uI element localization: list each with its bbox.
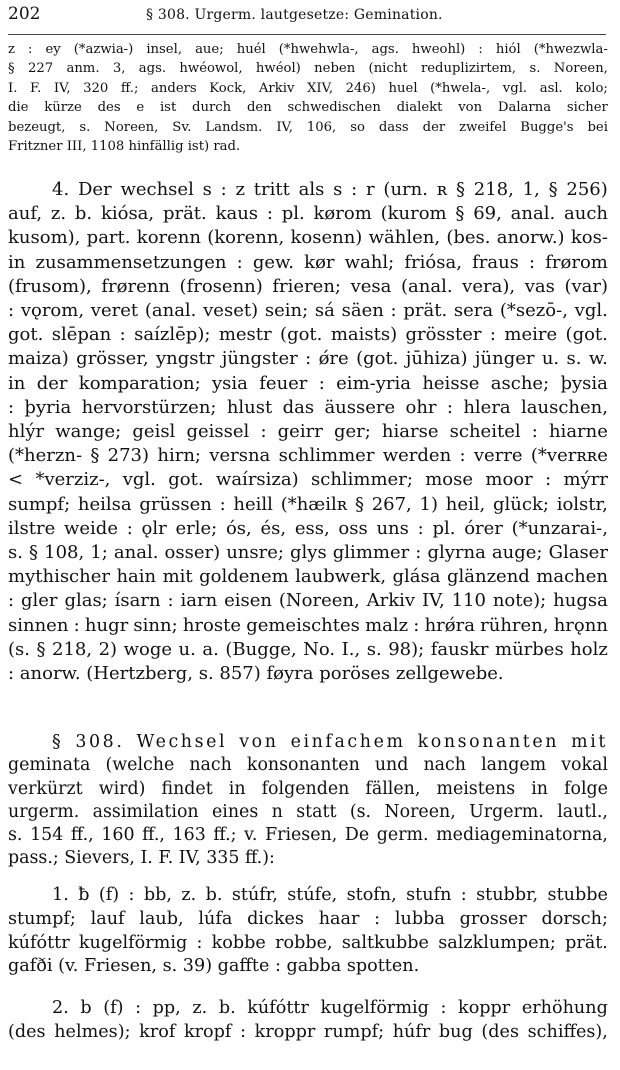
text-line: kúfóttr kugelförmig : kobbe robbe, saltkubbe salzklumpen; prät. [8,932,608,953]
page-number: 202 [8,4,41,24]
text-line: s. 154 ff., 160 ff., 163 ff.; v. Friesen, De germ. mediageminatorna, [8,825,608,846]
text-line: : anorw. (Hertzberg, s. 857) føyra poröses zellgewebe. [8,663,504,685]
text-line: in der komparation; ysia feuer : eim-yria heisse asche; þysia [8,372,608,394]
text-line: (des helmes); krof kropf : kroppr rumpf; húfr bug (des schiffes), [8,1021,608,1042]
text-line: s. § 108, 1; anal. osser) unsre; glys glimmer : glyrna auge; Glaser [8,542,608,564]
section-308 [8,731,608,871]
page-header [8,4,608,32]
header-rule [8,34,606,35]
text-line: kusom), part. korenn (korenn, kosenn) wählen, (bes. anorw.) kos- [8,227,608,249]
text-line: maiza) grösser, yngstr jüngster : ǿre (got. jūhiza) jünger u. s. w. [8,348,608,370]
text-line: sumpf; heilsa grüssen : heill (*hæilʀ § 267, 1) heil, glück; iolstr, [8,493,608,515]
text-line: hlýr wange; geisl geissel : geirr ger; hiarse scheitel : hiarne [8,421,608,443]
text-line: in zusammensetzungen : gew. kør wahl; friósa, fraus : frørom [8,251,608,273]
item-1 [8,884,608,979]
text-line: mythischer hain mit goldenem laubwerk, glása glänzend machen [8,566,608,588]
text-line: auf, z. b. kiósa, prät. kaus : pl. kørom (kurom § 69, anal. auch [8,203,608,225]
item-2 [8,997,608,1045]
text-line: pass.; Sievers, I. F. IV, 335 ff.): [8,848,275,869]
paragraph-4-wechsel [8,178,608,686]
text-line: : vǫrom, veret (anal. veset) sein; sá säen : prät. sera (*sezō-, vgl. [8,300,608,322]
text-line: (frusom), frørenn (frosenn) frieren; vesa (anal. vera), vas (var) [8,275,608,297]
text-line: urgerm. assimilation eines n statt (s. Noreen, Urgerm. lautl., [8,801,608,822]
running-title: § 308. Urgerm. lautgesetze: Gemination. [146,7,443,23]
footnote-line: I. F. IV, 320 ff.; anders Kock, Arkiv XIV, 246) huel (*hwela-, vgl. asl. kolo; [8,80,608,96]
text-line: (s. § 218, 2) woge u. a. (Bugge, No. I., s. 98); fauskr mürbes holz [8,638,608,660]
text-line: 1. ƀ (f) : bb, z. b. stúfr, stúfe, stofn, stufn : stubbr, stubbe [52,885,608,905]
text-line: got. slēpan : saízlēp); mestr (got. maists) grösster : meire (got. [8,324,608,346]
text-line: ilstre weide : ǫlr erle; ós, és, ess, oss uns : pl. órer (*unzarai-, [8,517,608,539]
footnote-line: bezeugt, s. Noreen, Sv. Landsm. IV, 106, so dass der zweifel Bugge's bei [8,119,608,135]
section-heading-line: § 308. Wechsel von einfachem konsonanten mit [52,732,608,752]
text-line: : þyria hervorstürzen; hlust das äussere ohr : hlera lauschen, [8,396,608,418]
footnote-line: § 227 anm. 3, ags. hwéowol, hwéol) neben (nicht reduplizirtem, s. Noreen, [8,61,608,77]
footnote-continuation [8,40,608,156]
text-line: sinnen : hugr sinn; hroste gemeischtes malz : hrǿra rühren, hrǫnn [8,614,608,636]
text-line: verkürzt wird) findet in folgenden fällen, meistens in folge [8,778,608,799]
footnote-line: z : ey (*azwia-) insel, aue; huél (*hwehwla-, ags. hweohl) : hiól (*hwezwla- [8,42,608,57]
text-line: 4. Der wechsel s : z tritt als s : r (urn. ʀ § 218, 1, § 256) [52,179,608,200]
text-line: geminata (welche nach konsonanten und nach langem vokal [8,755,608,776]
text-line: stumpf; lauf laub, lúfa dickes haar : lubba grosser dorsch; [8,908,608,929]
text-line: < *verziz-, vgl. got. waírsiza) schlimmer; mose moor : mýrr [8,469,608,491]
footnote-line: die kürze des e ist durch den schwedischen dialekt von Dalarna sicher [8,100,608,116]
text-line: gafði (v. Friesen, s. 39) gaffte : gabba spotten. [8,956,420,977]
text-line: 2. b (f) : pp, z. b. kúfóttr kugelförmig : koppr erhöhung [52,998,608,1018]
footnote-line: Fritzner III, 1108 hinfällig ist) rad. [8,139,241,155]
text-line: : gler glas; ísarn : iarn eisen (Noreen, Arkiv IV, 110 note); hugsa [8,590,608,612]
text-line: (*herzn- § 273) hirn; versna schlimmer werden : verre (*verʀʀe [8,445,608,467]
